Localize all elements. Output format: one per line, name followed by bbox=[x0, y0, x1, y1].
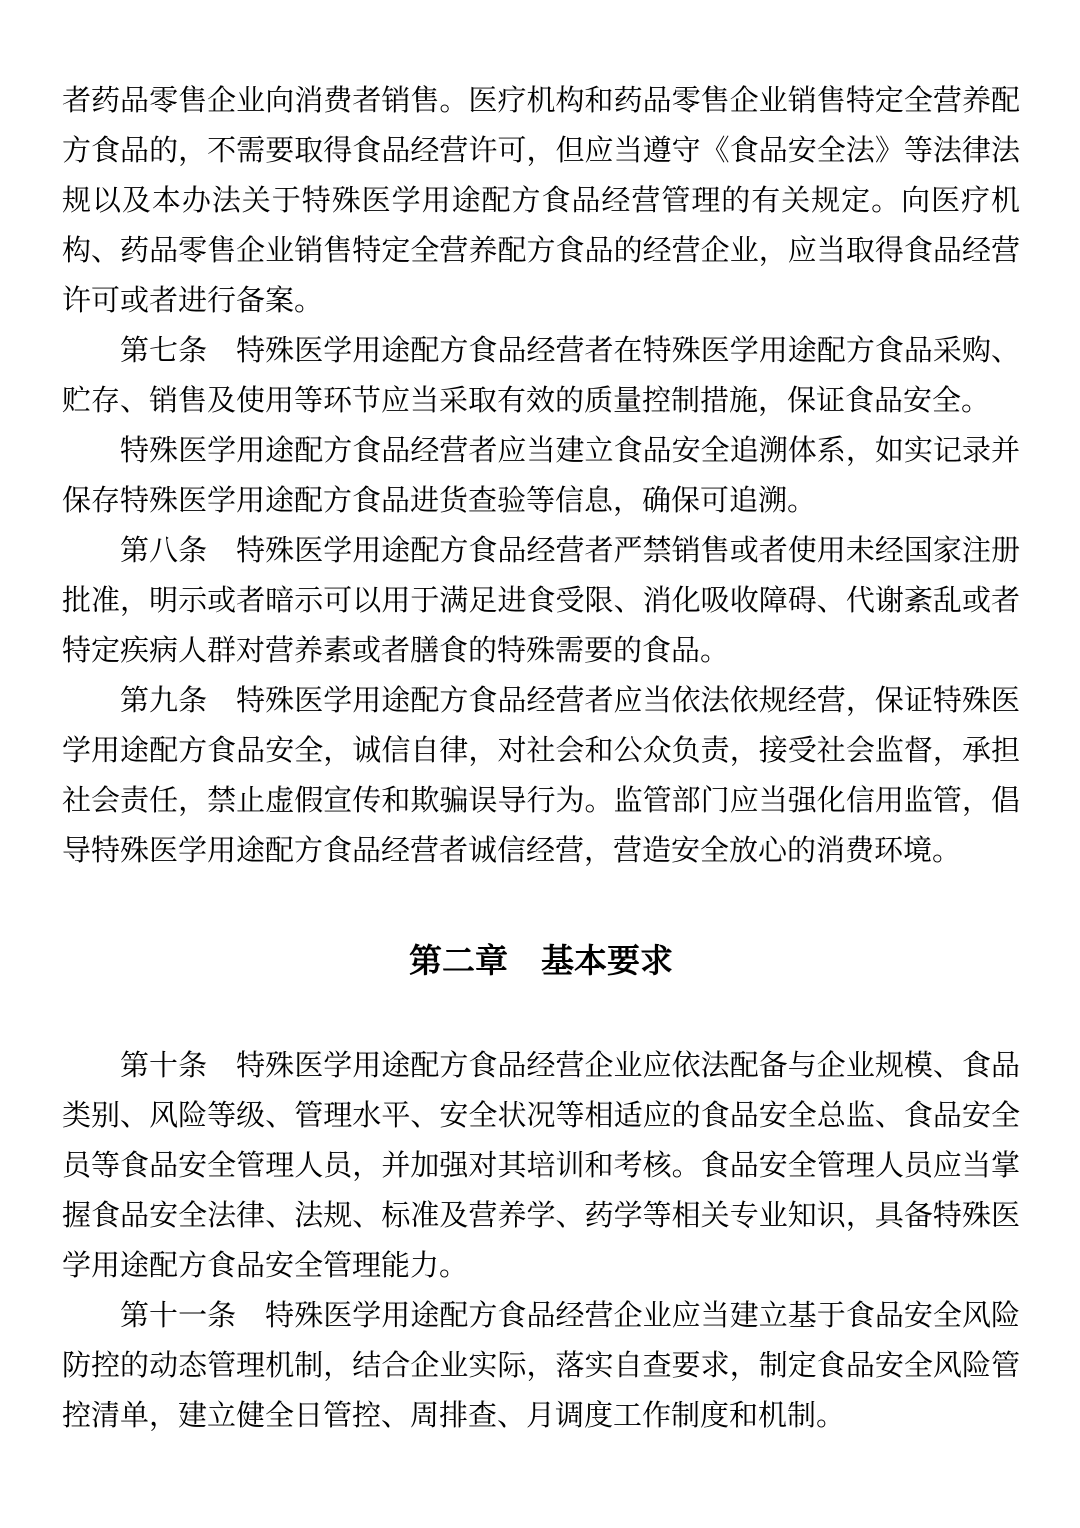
paragraph-article-9: 第九条 特殊医学用途配方食品经营者应当依法依规经营，保证特殊医学用途配方食品安全，诚信自律，对社会和公众负责，接受社会监督，承担社会责任，禁止虚假宣传和欺骗误导行为。监管部门应当强化信用监管，倡导特殊医学用途配方食品经营者诚信经营，营造安全放心的消费环境。 bbox=[62, 685, 1020, 867]
chapter-heading: 第二章 基本要求 bbox=[409, 942, 673, 979]
paragraph-article-7: 第七条 特殊医学用途配方食品经营者在特殊医学用途配方食品采购、贮存、销售及使用等环节应当采取有效的质量控制措施，保证食品安全。 bbox=[62, 335, 1020, 417]
paragraph-continuation: 者药品零售企业向消费者销售。医疗机构和药品零售企业销售特定全营养配方食品的，不需要取得食品经营许可，但应当遵守《食品安全法》等法律法规以及本办法关于特殊医学用途配方食品经营管理的有关规定。向医疗机构、药品零售企业销售特定全营养配方食品的经营企业，应当取得食品经营许可或者进行备案。 bbox=[62, 85, 1020, 317]
paragraph-article-8: 第八条 特殊医学用途配方食品经营者严禁销售或者使用未经国家注册批准，明示或者暗示可以用于满足进食受限、消化吸收障碍、代谢紊乱或者特定疾病人群对营养素或者膳食的特殊需要的食品。 bbox=[62, 535, 1020, 667]
paragraph-article-7-traceability: 特殊医学用途配方食品经营者应当建立食品安全追溯体系，如实记录并保存特殊医学用途配方食品进货查验等信息，确保可追溯。 bbox=[62, 435, 1020, 517]
document-body bbox=[62, 76, 1020, 1441]
paragraph-article-10: 第十条 特殊医学用途配方食品经营企业应依法配备与企业规模、食品类别、风险等级、管理水平、安全状况等相适应的食品安全总监、食品安全员等食品安全管理人员，并加强对其培训和考核。食品安全管理人员应当掌握食品安全法律、法规、标准及营养学、药学等相关专业知识，具备特殊医学用途配方食品安全管理能力。 bbox=[62, 1050, 1020, 1282]
paragraph-article-11: 第十一条 特殊医学用途配方食品经营企业应当建立基于食品安全风险防控的动态管理机制，结合企业实际，落实自查要求，制定食品安全风险管控清单，建立健全日管控、周排查、月调度工作制度和机制。 bbox=[62, 1300, 1020, 1432]
